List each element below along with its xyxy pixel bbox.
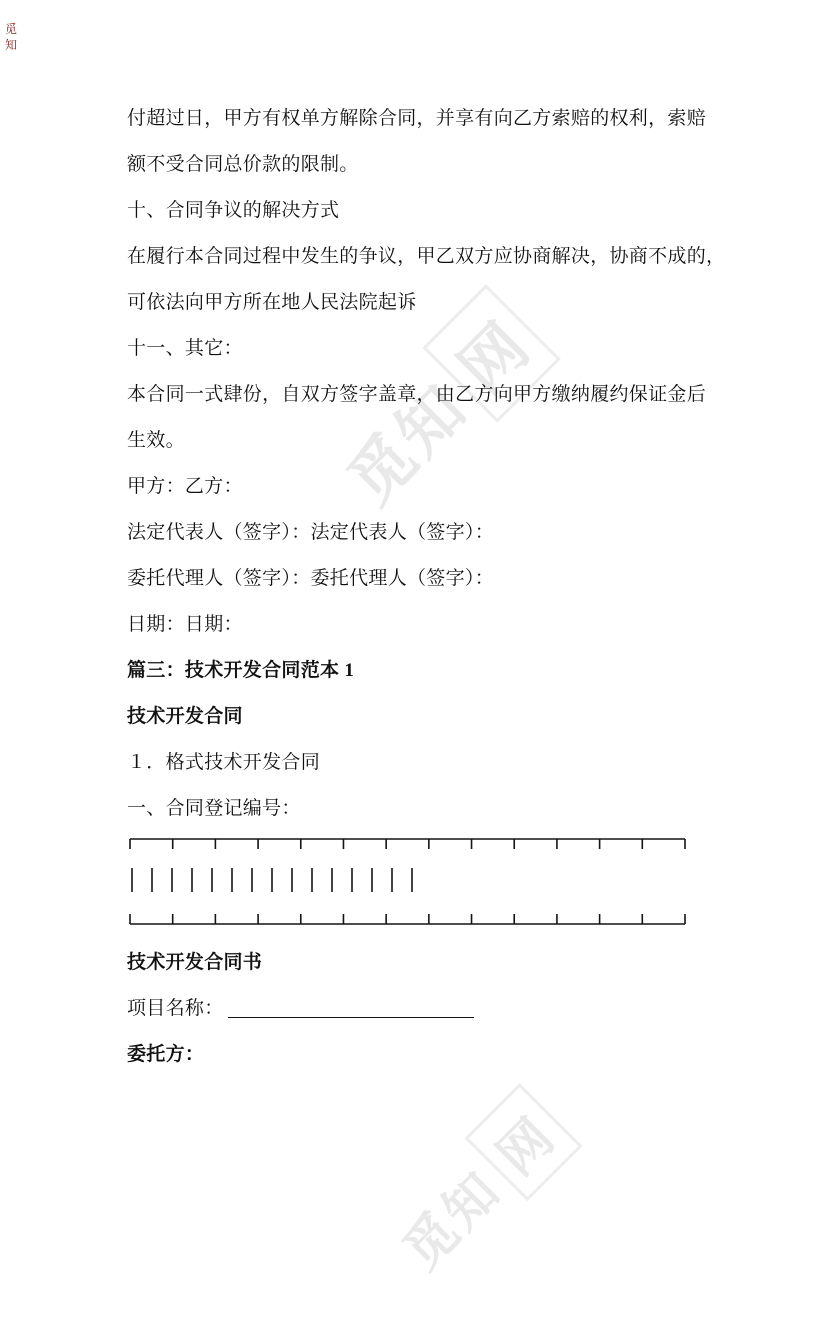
paragraph: １．格式技术开发合同 — [127, 751, 321, 773]
project-name-line — [127, 983, 707, 1029]
watermark-text-boxed: 网 — [446, 308, 545, 407]
signature-line: 日期：日期： — [127, 613, 243, 635]
watermark-text-prefix: 觅知 — [335, 371, 482, 518]
registration-number-label: 一、合同登记编号： — [127, 797, 301, 819]
watermark-bottom — [324, 1029, 635, 1340]
contract-title: 技术开发合同 — [127, 705, 243, 727]
watermark-frame — [464, 1083, 582, 1201]
corner-watermark-fragment: 觅 — [5, 22, 18, 36]
entrust-party-label: 委托方： — [127, 1043, 205, 1065]
paragraph: 在履行本合同过程中发生的争议，甲乙双方应协商解决，协商不成的， — [127, 245, 726, 267]
paragraph: 生效。 — [127, 429, 185, 451]
signature-line: 甲方：乙方： — [127, 475, 243, 497]
section-heading: 十一、其它： — [127, 337, 243, 359]
section-heading: 十、合同争议的解决方式 — [127, 199, 340, 221]
paragraph: 付超过日，甲方有权单方解除合同，并享有向乙方索赔的权利，索赔 — [127, 107, 707, 129]
corner-watermark-fragment: 知 — [5, 38, 18, 52]
paragraph: 本合同一式肆份，自双方签字盖章，由乙方向甲方缴纳履约保证金后 — [127, 383, 707, 405]
project-name-label: 项目名称： — [127, 997, 224, 1019]
signature-line: 委托代理人（签字）：委托代理人（签字）： — [127, 567, 495, 589]
document-page — [127, 93, 726, 1075]
project-name-blank — [228, 994, 474, 1018]
signature-line: 法定代表人（签字）：法定代表人（签字）： — [127, 521, 495, 543]
watermark-text-boxed: 网 — [487, 1106, 568, 1187]
paragraph: 额不受合同总价款的限制。 — [127, 153, 359, 175]
paragraph: 可依法向甲方所在地人民法院起诉 — [127, 291, 417, 313]
registration-number-box — [129, 837, 687, 927]
chapter-heading: 篇三：技术开发合同范本 1 — [127, 659, 355, 681]
contract-book-title: 技术开发合同书 — [127, 951, 263, 973]
watermark-text-prefix: 觅知 — [393, 1160, 513, 1281]
watermark-text — [378, 1083, 582, 1287]
